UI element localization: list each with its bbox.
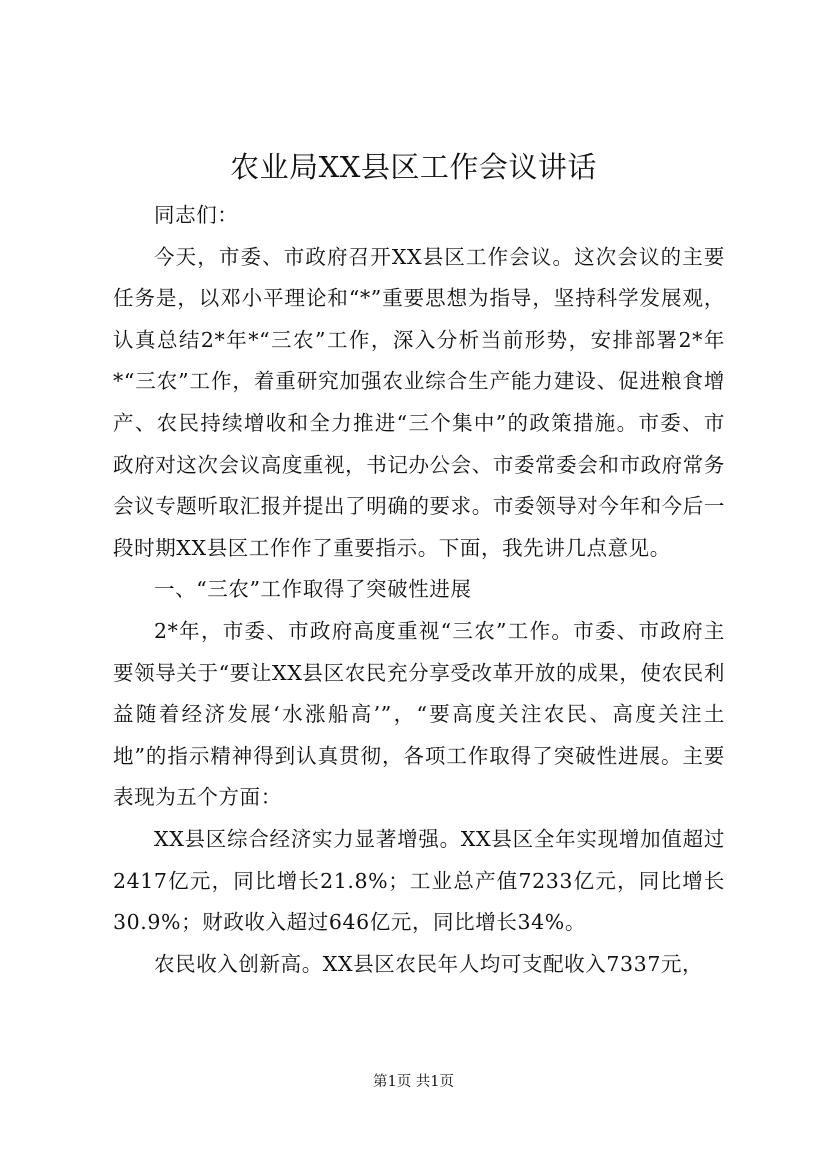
body-paragraph: 今天，市委、市政府召开XX县区工作会议。这次会议的主要任务是，以邓小平理论和“*”重要思想为指导，坚持科学发展观，认真总结2*年*“三农”工作，深入分析当前形势，安排部署2*年*“三农”工作，着重研究加强农业综合生产能力建设、促进粮食增产、农民持续增收和全力推进“三个集中”的政策措施。市委、市政府对这次会议高度重视，书记办公会、市委常委会和市政府常务会议专题听取汇报并提出了明确的要求。市委领导对今年和今后一段时期XX县区工作作了重要指示。下面，我先讲几点意见。 — [113, 244, 725, 560]
section-heading: 一、“三农”工作取得了突破性进展 — [154, 577, 472, 602]
page-footer: 第1页 共1页 — [372, 1074, 455, 1090]
body-paragraph: 农民收入创新高。XX县区农民年人均可支配收入7337元， — [154, 951, 704, 976]
document-body — [113, 195, 725, 985]
salutation-paragraph: 同志们： — [154, 203, 239, 227]
page-title: 农业局XX县区工作会议讲话 — [230, 150, 597, 184]
body-paragraph: XX县区综合经济实力显著增强。XX县区全年实现增加值超过2417亿元，同比增长21.8%；工业总产值7233亿元，同比增长30.9%；财政收入超过646亿元，同比增长34%。 — [113, 826, 725, 935]
body-paragraph: 2*年，市委、市政府高度重视“三农”工作。市委、市政府主要领导关于“要让XX县区农民充分享受改革开放的成果，使农民利益随着经济发展‘水涨船高’”，“要高度关注农民、高度关注土地”的指示精神得到认真贯彻，各项工作取得了突破性进展。主要表现为五个方面： — [113, 618, 725, 810]
